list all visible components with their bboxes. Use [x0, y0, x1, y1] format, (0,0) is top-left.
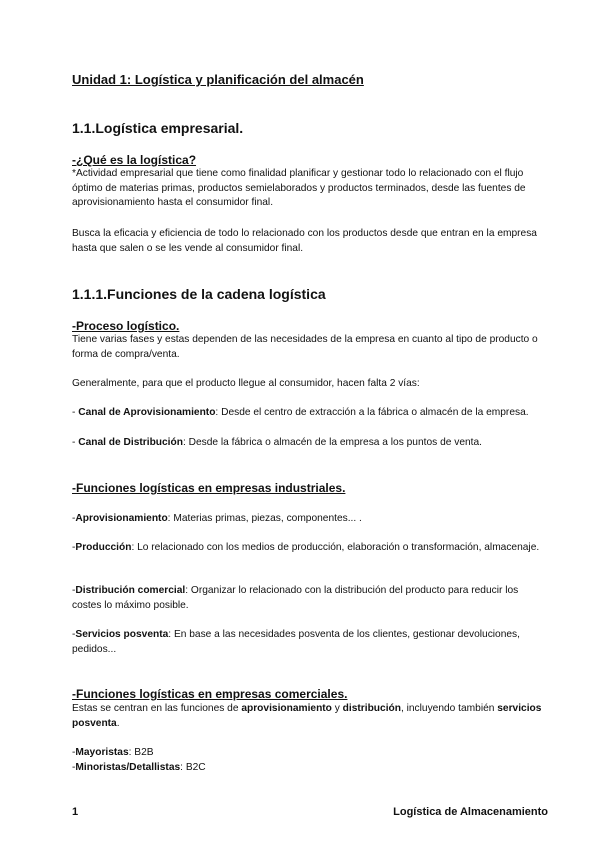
process-paragraph: Tiene varias fases y estas dependen de las necesidades de la empresa en cuanto al tipo de producto o forma de compra/venta. [72, 334, 538, 360]
distribution-channel-item: - Canal de Distribución: Desde la fábrica o almacén de la empresa a los puntos de venta. [72, 437, 482, 448]
unit-title: Unidad 1: Logística y planificación del almacén [72, 72, 364, 87]
industrial-item-production: -Producción: Lo relacionado con los medios de producción, elaboración o transformación, almacenaje. [72, 542, 540, 553]
footer-doc-title: Logística de Almacenamiento [393, 806, 548, 818]
routes-paragraph: Generalmente, para que el producto llegue al consumidor, hacen falta 2 vías: [72, 378, 420, 389]
logistic-process-heading: -Proceso logístico. [72, 319, 180, 333]
industrial-item-after-sales: -Servicios posventa: En base a las necesidades posventa de los clientes, gestionar devoluciones, pedidos... [72, 629, 520, 655]
industrial-item-distribution: -Distribución comercial: Organizar lo relacionado con la distribución del producto para reducir los costes lo máximo posible. [72, 585, 519, 611]
efficiency-paragraph: Busca la eficacia y eficiencia de todo lo relacionado con los productos desde que entran en la empresa hasta que salen o se les vende al consumidor final. [72, 228, 537, 254]
commercial-intro-paragraph: Estas se centran en las funciones de aprovisionamiento y distribución, incluyendo también servicios posventa. [72, 703, 542, 729]
section-heading-1-1-1: 1.1.1.Funciones de la cadena logística [72, 286, 326, 302]
industrial-item-procurement: -Aprovisionamiento: Materias primas, piezas, componentes... . [72, 513, 362, 524]
commercial-functions-heading: -Funciones logísticas en empresas comerciales. [72, 687, 348, 701]
section-heading-1-1: 1.1.Logística empresarial. [72, 120, 244, 136]
industrial-functions-heading: -Funciones logísticas en empresas industriales. [72, 481, 346, 495]
distribution-channel-term: Canal de Distribución [78, 437, 183, 448]
supply-channel-term: Canal de Aprovisionamiento [78, 407, 216, 418]
commercial-item-retailers: -Minoristas/Detallistas: B2C [72, 762, 206, 773]
commercial-item-wholesalers: -Mayoristas: B2B [72, 747, 154, 758]
page-number: 1 [72, 806, 79, 818]
definition-paragraph: *Actividad empresarial que tiene como finalidad planificar y gestionar todo lo relacionado con el flujo óptimo de materias primas, productos semielaborados y productos terminados, desde las fuentes de aprovisionamiento hasta el consumidor final. [72, 168, 526, 208]
supply-channel-item: - Canal de Aprovisionamiento: Desde el centro de extracción a la fábrica o almacén de la empresa. [72, 407, 529, 418]
what-is-logistics-heading: -¿Qué es la logística? [72, 153, 197, 167]
